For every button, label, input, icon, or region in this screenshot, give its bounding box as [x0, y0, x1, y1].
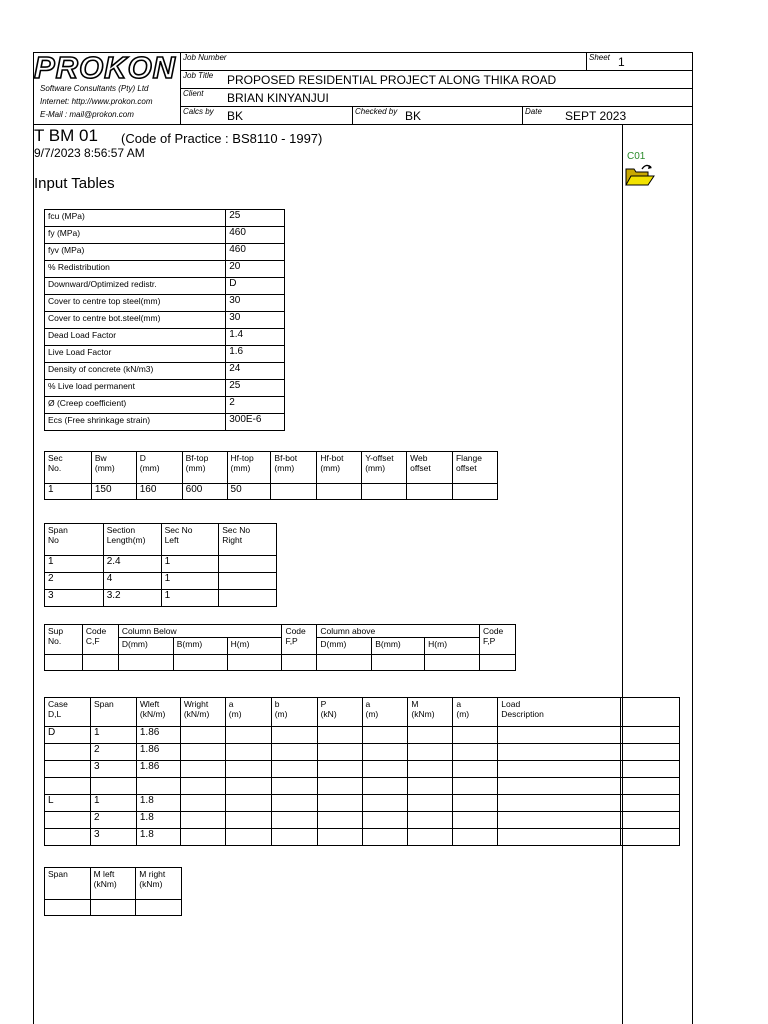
col-header-web-offset: Web offset	[407, 452, 453, 484]
table-row	[45, 363, 285, 380]
table-row	[45, 346, 285, 363]
table-row	[45, 380, 285, 397]
table-row	[45, 312, 285, 329]
side-label-c01[interactable]: C01	[627, 151, 646, 162]
param-label: % Live load permanent	[45, 380, 226, 397]
param-label: Density of concrete (kN/m3)	[45, 363, 226, 380]
table-cell[interactable]	[45, 778, 91, 795]
col-header-wright: Wright (kN/m)	[180, 698, 225, 727]
col-header-bf-top: Bf-top (mm)	[182, 452, 227, 484]
table-row	[45, 727, 680, 744]
table-cell[interactable]	[317, 484, 362, 500]
table-cell[interactable]: 1.86	[136, 727, 180, 744]
param-value[interactable]: 20	[226, 261, 285, 278]
param-label: fcu (MPa)	[45, 210, 226, 227]
table-cell[interactable]	[219, 573, 277, 590]
param-value[interactable]: 460	[226, 244, 285, 261]
timestamp: 9/7/2023 8:56:57 AM	[34, 146, 145, 160]
param-value[interactable]: 300E-6	[226, 414, 285, 431]
param-label: Downward/Optimized redistr.	[45, 278, 226, 295]
col-header-hf-bot: Hf-bot (mm)	[317, 452, 362, 484]
table-cell[interactable]	[90, 778, 136, 795]
calcs-by-value: BK	[227, 109, 244, 123]
table-header-row	[45, 698, 680, 727]
table-row	[45, 397, 285, 414]
checked-by-value: BK	[405, 109, 422, 123]
col-header-b: b (m)	[271, 698, 317, 727]
table-cell[interactable]	[45, 761, 91, 778]
moments-table	[44, 867, 182, 916]
table-cell[interactable]: 1	[45, 556, 104, 573]
param-value[interactable]: 24	[226, 363, 285, 380]
checked-by-label: Checked by	[355, 107, 398, 116]
col-header-column-above: Column above	[317, 625, 480, 638]
table-cell[interactable]: 1	[161, 573, 219, 590]
table-cell[interactable]: L	[45, 795, 91, 812]
table-cell[interactable]: 1	[161, 590, 219, 607]
param-label: Cover to centre bot.steel(mm)	[45, 312, 226, 329]
table-cell[interactable]: 600	[182, 484, 227, 500]
param-label: fy (MPa)	[45, 227, 226, 244]
col-header-column-below: Column Below	[118, 625, 282, 638]
job-title-label: Job Title	[183, 71, 214, 80]
table-row	[45, 556, 277, 573]
table-header-row	[45, 524, 277, 556]
table-header-row	[45, 868, 182, 900]
open-folder-icon[interactable]	[624, 162, 656, 188]
prokon-logo: PROKON	[34, 50, 177, 85]
col-header-bw: Bw (mm)	[91, 452, 136, 484]
param-value[interactable]: 2	[226, 397, 285, 414]
col-header-code-fp: Code F,P	[282, 625, 317, 655]
col-header-span: Span	[90, 698, 136, 727]
code-of-practice: (Code of Practice : BS8110 - 1997)	[121, 131, 323, 146]
col-header-m-right: M right (kNm)	[136, 868, 182, 900]
table-cell[interactable]: 2	[45, 573, 104, 590]
col-header-code-cf: Code C,F	[82, 625, 118, 655]
table-cell[interactable]	[282, 655, 317, 671]
table-cell[interactable]: 1	[161, 556, 219, 573]
table-cell[interactable]	[45, 744, 91, 761]
table-cell[interactable]	[45, 900, 91, 916]
client-value: BRIAN KINYANJUI	[227, 91, 329, 105]
param-value[interactable]: 30	[226, 312, 285, 329]
param-value[interactable]: D	[226, 278, 285, 295]
table-cell[interactable]	[372, 655, 425, 671]
table-cell[interactable]	[479, 655, 515, 671]
col-header-wleft: Wleft (kN/m)	[136, 698, 180, 727]
table-cell[interactable]: 50	[227, 484, 271, 500]
param-label: fyv (MPa)	[45, 244, 226, 261]
param-label: Ecs (Free shrinkage strain)	[45, 414, 226, 431]
col-header-sup-no: Sup No.	[45, 625, 83, 655]
col-header-above-d: D(mm)	[317, 638, 372, 655]
supports-table	[44, 624, 516, 671]
table-cell[interactable]	[317, 655, 372, 671]
param-label: Ø (Creep coefficient)	[45, 397, 226, 414]
loads-table	[44, 697, 680, 846]
param-label: Live Load Factor	[45, 346, 226, 363]
table-cell[interactable]: 1.86	[136, 761, 180, 778]
table-cell[interactable]: 3	[45, 590, 104, 607]
col-header-load-description: Load Description	[498, 698, 621, 727]
table-cell[interactable]: 150	[91, 484, 136, 500]
sheet-value: 1	[618, 55, 625, 69]
table-cell[interactable]	[219, 556, 277, 573]
company-name: Software Consultants (Pty) Ltd	[40, 84, 149, 93]
table-cell[interactable]: 3.2	[103, 590, 161, 607]
page-left-border	[33, 52, 34, 1024]
col-header-y-offset: Y-offset (mm)	[362, 452, 407, 484]
table-row	[45, 295, 285, 312]
table-cell[interactable]: 4	[103, 573, 161, 590]
table-cell[interactable]: 2	[90, 744, 136, 761]
table-cell[interactable]	[118, 655, 173, 671]
company-email: E-Mail : mail@prokon.com	[40, 110, 134, 119]
table-cell[interactable]: 1.86	[136, 744, 180, 761]
table-row	[45, 655, 516, 671]
table-row	[45, 414, 285, 431]
col-header-below-h: H(m)	[227, 638, 282, 655]
table-cell[interactable]	[425, 655, 480, 671]
table-cell[interactable]: 160	[136, 484, 182, 500]
section-title: Input Tables	[34, 175, 115, 192]
table-row	[45, 761, 680, 778]
parameters-table	[44, 209, 285, 431]
job-title-value: PROPOSED RESIDENTIAL PROJECT ALONG THIKA ROAD	[227, 73, 557, 87]
table-cell[interactable]	[82, 655, 118, 671]
table-cell[interactable]	[271, 484, 317, 500]
table-header-row	[45, 625, 516, 638]
doc-title: T BM 01	[34, 126, 98, 145]
col-header-p: P (kN)	[317, 698, 362, 727]
calcs-by-label: Calcs by	[183, 107, 214, 116]
side-column-divider	[622, 124, 623, 1024]
param-value[interactable]: 25	[226, 380, 285, 397]
col-header-a3: a (m)	[453, 698, 498, 727]
table-cell[interactable]: 2	[90, 812, 136, 829]
table-cell[interactable]: 1.8	[136, 812, 180, 829]
table-cell[interactable]: 1.8	[136, 795, 180, 812]
table-row	[45, 484, 498, 500]
col-header-case: Case D,L	[45, 698, 91, 727]
table-cell[interactable]	[362, 484, 407, 500]
col-header-m: M (kNm)	[408, 698, 453, 727]
spans-table	[44, 523, 277, 607]
col-header-sec-right: Sec No Right	[219, 524, 277, 556]
table-cell[interactable]	[219, 590, 277, 607]
table-cell[interactable]	[45, 655, 83, 671]
col-header-below-b: B(mm)	[173, 638, 227, 655]
col-header-above-h: H(m)	[425, 638, 480, 655]
table-cell[interactable]	[45, 812, 91, 829]
table-row	[45, 227, 285, 244]
table-row	[45, 900, 182, 916]
col-header-span: Span	[45, 868, 91, 900]
col-header-span-no: Span No	[45, 524, 104, 556]
table-row	[45, 778, 680, 795]
col-header-hf-top: Hf-top (mm)	[227, 452, 271, 484]
table-cell[interactable]	[173, 655, 227, 671]
col-header-sec: Sec No.	[45, 452, 92, 484]
table-row	[45, 329, 285, 346]
table-row	[45, 812, 680, 829]
col-header-code-fp-2: Code F,P	[479, 625, 515, 655]
param-label: Dead Load Factor	[45, 329, 226, 346]
col-header-m-left: M left (kNm)	[90, 868, 136, 900]
col-header-bf-bot: Bf-bot (mm)	[271, 452, 317, 484]
table-cell[interactable]: D	[45, 727, 91, 744]
table-row	[45, 278, 285, 295]
param-value[interactable]: 1.4	[226, 329, 285, 346]
col-header-extra	[621, 698, 680, 727]
col-header-sec-left: Sec No Left	[161, 524, 219, 556]
table-cell[interactable]	[90, 900, 136, 916]
table-cell[interactable]: 3	[90, 829, 136, 846]
table-cell[interactable]: 1	[90, 795, 136, 812]
table-row	[45, 261, 285, 278]
col-header-flange-offset: Flange offset	[452, 452, 497, 484]
table-row	[45, 829, 680, 846]
date-label: Date	[525, 107, 542, 116]
table-row	[45, 795, 680, 812]
table-header-row	[45, 452, 498, 484]
table-cell[interactable]: 1.8	[136, 829, 180, 846]
col-header-above-b: B(mm)	[372, 638, 425, 655]
table-row	[45, 590, 277, 607]
table-cell[interactable]: 1	[90, 727, 136, 744]
table-row	[45, 244, 285, 261]
table-cell[interactable]: 1	[45, 484, 92, 500]
table-cell[interactable]: 3	[90, 761, 136, 778]
col-header-d: D (mm)	[136, 452, 182, 484]
col-header-a2: a (m)	[362, 698, 408, 727]
client-label: Client	[183, 89, 204, 98]
page-right-border	[692, 52, 693, 1024]
table-cell[interactable]	[136, 900, 182, 916]
sections-table	[44, 451, 498, 500]
param-value[interactable]: 30	[226, 295, 285, 312]
table-row	[45, 744, 680, 761]
table-cell[interactable]	[452, 484, 497, 500]
sheet-label: Sheet	[589, 53, 610, 62]
col-header-below-d: D(mm)	[118, 638, 173, 655]
col-header-a: a (m)	[225, 698, 271, 727]
param-label: Cover to centre top steel(mm)	[45, 295, 226, 312]
table-row	[45, 210, 285, 227]
param-value[interactable]: 460	[226, 227, 285, 244]
table-cell[interactable]	[407, 484, 453, 500]
param-label: % Redistribution	[45, 261, 226, 278]
table-cell[interactable]	[136, 778, 180, 795]
company-internet: Internet: http://www.prokon.com	[40, 97, 153, 106]
param-value[interactable]: 25	[226, 210, 285, 227]
table-cell[interactable]: 2.4	[103, 556, 161, 573]
param-value[interactable]: 1.6	[226, 346, 285, 363]
col-header-section-length: Section Length(m)	[103, 524, 161, 556]
table-cell[interactable]	[45, 829, 91, 846]
table-cell[interactable]	[227, 655, 282, 671]
date-value: SEPT 2023	[565, 109, 627, 123]
table-row	[45, 573, 277, 590]
job-number-label: Job Number	[183, 53, 227, 62]
